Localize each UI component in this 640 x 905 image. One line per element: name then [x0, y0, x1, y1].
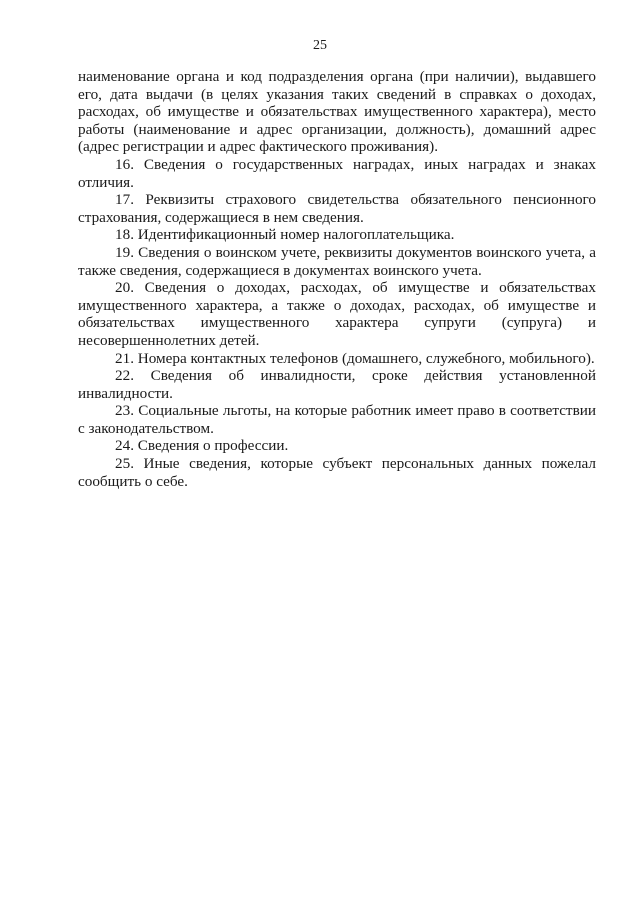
paragraph-24: 24. Сведения о профессии. [115, 437, 289, 455]
paragraph-19: 19. Сведения о воинском учете, реквизиты документов воинского учета, а также сведения, содержащиеся в документах воинского учета. [78, 243, 596, 279]
paragraph-21: 21. Номера контактных телефонов (домашнего, служебного, мобильного). [115, 349, 595, 367]
document-body [78, 68, 596, 490]
page-number: 25 [313, 38, 327, 53]
paragraph-16: 16. Сведения о государственных наградах, иных наградах и знаках отличия. [78, 155, 596, 191]
paragraph-25: 25. Иные сведения, которые субъект персональных данных пожелал сообщить о себе. [78, 455, 596, 490]
paragraph-continuation: наименование органа и код подразделения органа (при наличии), выдавшего его, дата выдачи (в целях указания таких сведений в справках о доходах, расходах, об имуществе и обязательствах имущественного характера), место работы (наименование и адрес организации, должность), домашний адрес (адрес регистрации и адрес фактического проживания). [78, 68, 596, 156]
paragraph-17: 17. Реквизиты страхового свидетельства обязательного пенсионного страхования, содержащиеся в нем сведения. [78, 191, 596, 226]
paragraph-18: 18. Идентификационный номер налогоплательщика. [115, 226, 455, 244]
paragraph-22: 22. Сведения об инвалидности, сроке действия установленной инвалидности. [78, 367, 596, 402]
paragraph-23: 23. Социальные льготы, на которые работник имеет право в соответствии с законодательством. [78, 402, 596, 437]
paragraph-20: 20. Сведения о доходах, расходах, об имуществе и обязательствах имущественного характера, а также о доходах, расходах, об имуществе и обязательствах имущественного характера супруги (супруга) и несовершеннолетних детей. [78, 279, 596, 349]
